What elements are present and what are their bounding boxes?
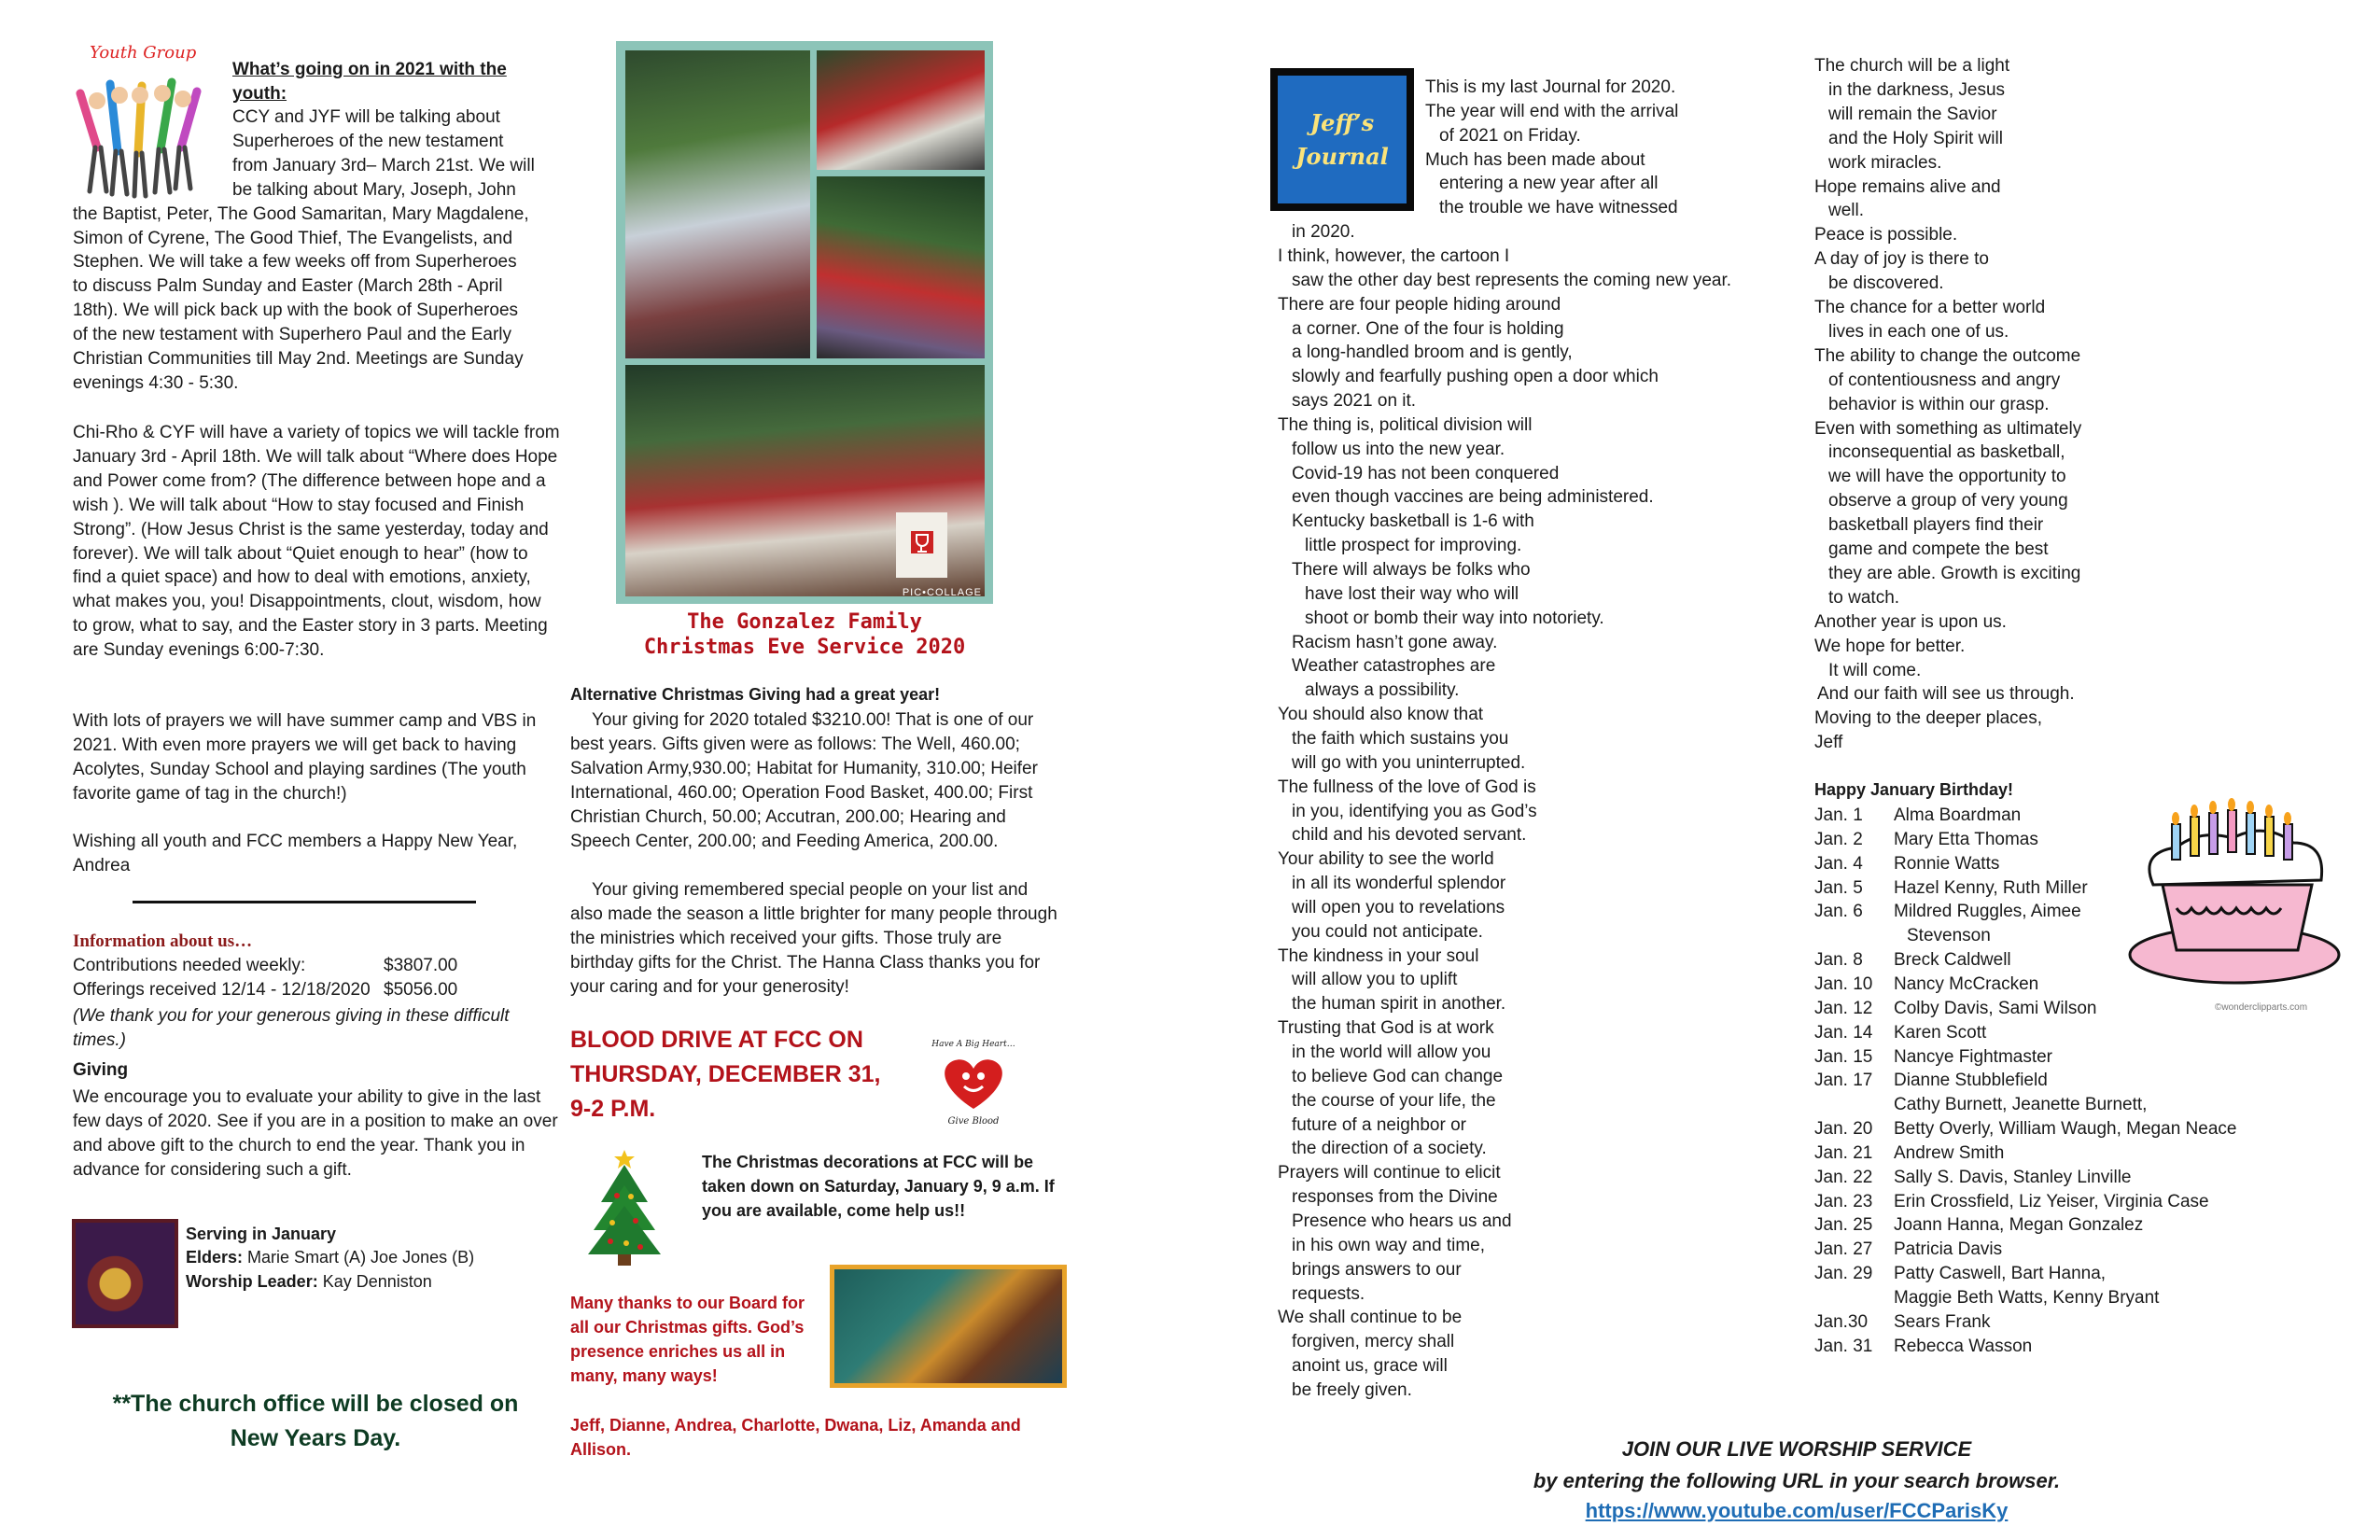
birthday-date: Jan. 12: [1814, 998, 1873, 1018]
birthday-names: Betty Overly, William Waugh, Megan Neace: [1894, 1119, 2237, 1140]
youth-heading: What’s going on in 2021 with the youth:: [232, 60, 507, 104]
journal-continued-line: to watch.: [1828, 587, 1900, 608]
journal-continued-line: in the darkness, Jesus: [1828, 79, 2006, 100]
collage-photo: [625, 50, 810, 358]
journal-line: Prayers will continue to elicit: [1278, 1163, 1501, 1183]
birthday-date: Jan. 23: [1814, 1191, 1873, 1211]
birthday-date: Jan. 2: [1814, 829, 1863, 849]
birthday-date: Jan. 6: [1814, 902, 1863, 922]
birthday-names: Maggie Beth Watts, Kenny Bryant: [1894, 1288, 2160, 1308]
journal-line: brings answers to our: [1292, 1259, 1462, 1280]
journal-line: little prospect for improving.: [1305, 536, 1522, 556]
finance-row: [73, 956, 493, 980]
birthday-names: Karen Scott: [1894, 1022, 1987, 1043]
journal-continued-line: game and compete the best: [1828, 539, 2049, 559]
journal-line: Much has been made about: [1425, 149, 1645, 170]
alt-giving-paragraph-2: Your giving remembered special people on your list and also made the season a little brighter for many people through the ministries which received your gifts. Those truly are birthday gifts for the Christ. The Hanna Class thanks you for your caring and for your generosity!: [570, 880, 1057, 997]
journal-continued-line: Peace is possible.: [1814, 225, 1958, 245]
svg-text:Have A Big Heart…: Have A Big Heart…: [931, 1040, 1015, 1049]
altar-cloth: [896, 512, 947, 578]
birthday-date: Jan. 5: [1814, 877, 1863, 898]
journal-line: in 2020.: [1292, 222, 1355, 243]
journal-line: entering a new year after all: [1439, 174, 1659, 194]
journal-continued-line: and the Holy Spirit will: [1828, 128, 2003, 148]
journal-line: even though vaccines are being administered.: [1292, 487, 1654, 508]
journal-line: Trusting that God is at work: [1278, 1018, 1494, 1039]
journal-continued-line: of contentiousness and angry: [1828, 370, 2061, 390]
birthday-names: Ronnie Watts: [1894, 853, 2000, 874]
serving-worship-leader: Worship Leader: Kay Denniston: [186, 1272, 432, 1291]
journal-line: Racism hasn’t gone away.: [1292, 632, 1498, 652]
journal-line: the course of your life, the: [1292, 1090, 1496, 1111]
giving-title: Giving: [73, 1060, 129, 1080]
journal-line: You should also know that: [1278, 705, 1484, 725]
journal-line: will allow you to uplift: [1292, 970, 1458, 990]
birthday-date: Jan. 29: [1814, 1264, 1873, 1284]
birthday-date: Jan. 20: [1814, 1119, 1873, 1140]
youth-paragraph-2: Chi-Rho & CYF will have a variety of topics we will tackle from January 3rd - April 18th. We will talk about “Where does Hope and Power come from? (The difference between hope and a wish ). We will talk about “How to stay focused and Finish Strong”. (How Jesus Christ is the same yesterday, today and forever). We will talk about “Quiet enough to hear” (how to find a quiet space) and how to deal with emotions, anxiety, what makes you, you! Disappointments, clout, wisdom, how to grow, what to say, and the Easter story in 3 parts. Meeting are Sunday evenings 6:00-7:30.: [73, 423, 560, 661]
birthday-date: Jan. 1: [1814, 805, 1863, 825]
finance-thanks: (We thank you for your generous giving in these difficult times.): [73, 1006, 510, 1050]
birthday-date: Jan. 8: [1814, 950, 1863, 971]
birthday-names: Erin Crossfield, Liz Yeiser, Virginia Case: [1894, 1191, 2209, 1211]
journal-line: anoint us, grace will: [1292, 1356, 1448, 1377]
journal-line: a corner. One of the four is holding: [1292, 318, 1564, 339]
birthday-names: Breck Caldwell: [1894, 950, 2011, 971]
alt-giving-paragraph-1: Your giving for 2020 totaled $3210.00! That is one of our best years. Gifts given were as follows: The Well, 460.00; Salvation Army,930.00; Habitat for Humanity, 310.00; Heifer International, 460.00; Operation Food Basket, 400.00; First Christian Church, 50.00; Accutran, 200.00; Hearing and Speech Center, 200.00; and Feeding America, 200.00.: [570, 710, 1038, 851]
christmas-tree-icon: [584, 1144, 665, 1267]
birthday-names: Sally S. Davis, Stanley Linville: [1894, 1167, 2132, 1187]
journal-continued-line: The ability to change the outcome: [1814, 345, 2081, 366]
birthday-date: Jan. 22: [1814, 1167, 1873, 1187]
collage-caption: The Gonzalez Family Christmas Eve Service 2020: [643, 610, 966, 659]
communion-image: [72, 1219, 178, 1328]
collage-watermark: PIC•COLLAGE: [902, 587, 982, 598]
journal-line: The fullness of the love of God is: [1278, 777, 1536, 797]
journal-line: The kindness in your soul: [1278, 945, 1479, 966]
finance-amount: $5056.00: [384, 980, 458, 1000]
birthday-names: Sears Frank: [1894, 1311, 1991, 1332]
live-worship-heading: JOIN OUR LIVE WORSHIP SERVICE: [1621, 1437, 1972, 1461]
birthday-names: Patricia Davis: [1894, 1239, 2003, 1260]
journal-continued-line: basketball players find their: [1828, 515, 2044, 536]
youth-paragraph-3: With lots of prayers we will have summer camp and VBS in 2021. With even more prayers we will get back to having Acolytes, Sunday School and playing sardines (The youth favorite game of tag in the church!): [73, 711, 537, 804]
collage-photo: [817, 176, 985, 358]
journal-line: We shall continue to be: [1278, 1308, 1463, 1328]
finance-label: Offerings received 12/14 - 12/18/2020: [73, 980, 371, 1000]
journal-line: in the world will allow you: [1292, 1043, 1491, 1062]
heart-icon: [927, 1034, 1020, 1127]
serving-title: Serving in January: [186, 1225, 337, 1243]
birthday-names: Mildred Ruggles, Aimee: [1894, 902, 2081, 922]
journal-continued-line: Hope remains alive and: [1814, 176, 2001, 197]
journal-line: the trouble we have witnessed: [1439, 198, 1678, 218]
journal-line: requests.: [1292, 1283, 1365, 1304]
journal-line: There are four people hiding around: [1278, 294, 1561, 315]
journal-line: the faith which sustains you: [1292, 728, 1509, 749]
signers: Jeff, Dianne, Andrea, Charlotte, Dwana, Liz, Amanda and Allison.: [570, 1416, 1021, 1459]
journal-continued-line: Even with something as ultimately: [1814, 418, 2082, 439]
birthday-names: Hazel Kenny, Ruth Miller: [1894, 877, 2088, 898]
birthday-date: Jan. 14: [1814, 1022, 1873, 1043]
journal-continued-line: The chance for a better world: [1814, 298, 2046, 317]
journal-continued-line: The church will be a light: [1814, 56, 2010, 76]
journal-continued-line: we will have the opportunity to: [1828, 467, 2066, 487]
journal-line: responses from the Divine: [1292, 1187, 1498, 1208]
journal-continued-line: It will come.: [1828, 660, 1922, 680]
journal-line: the direction of a society.: [1292, 1139, 1487, 1159]
family-photo-collage: [616, 41, 993, 604]
collage-photo: [817, 50, 985, 170]
journal-line: says 2021 on it.: [1292, 391, 1417, 412]
journal-continued-line: they are able. Growth is exciting: [1828, 563, 2081, 583]
journal-line: shoot or bomb their way into notoriety.: [1305, 608, 1604, 628]
board-thanks: Many thanks to our Board for all our Christmas gifts. God’s presence enriches us all in many, many ways!: [570, 1294, 805, 1385]
journal-line: have lost their way who will: [1305, 583, 1519, 604]
journal-continued-line: Moving to the deeper places,: [1814, 708, 2042, 729]
journal-line: Presence who hears us and: [1292, 1211, 1512, 1231]
finance-label: Contributions needed weekly:: [73, 956, 306, 975]
giving-text: We encourage you to evaluate your ability to give in the last few days of 2020. See if you are in a position to make an over and above gift to the church to end the year. Thank you in advance for considering such a gift.: [73, 1087, 558, 1180]
live-worship-instructions: by entering the following URL in your search browser.: [1533, 1469, 2061, 1492]
birthday-names: Stevenson: [1907, 926, 1991, 946]
finance-row: [73, 980, 493, 1004]
chalice-icon: [896, 512, 947, 578]
journal-continued-line: observe a group of very young: [1828, 491, 2068, 511]
youtube-link[interactable]: https://www.youtube.com/user/FCCParisKy: [1585, 1499, 2009, 1522]
birthday-names: Nancye Fightmaster: [1894, 1046, 2053, 1067]
birthday-cake-icon: [2121, 796, 2349, 992]
journal-continued-line: And our faith will see us through.: [1817, 684, 2075, 705]
journal-line: future of a neighbor or: [1292, 1114, 1466, 1135]
birthday-date: Jan. 27: [1814, 1239, 1873, 1260]
journal-line: in you, identifying you as God’s: [1292, 801, 1537, 821]
birthday-date: Jan. 10: [1814, 973, 1873, 994]
section-divider: [133, 901, 476, 903]
journal-line: the human spirit in another.: [1292, 994, 1506, 1015]
youth-paragraph-4: Wishing all youth and FCC members a Happy New Year, Andrea: [73, 832, 518, 875]
journal-line: Kentucky basketball is 1-6 with: [1292, 511, 1534, 532]
birthday-names: Patty Caswell, Bart Hanna,: [1894, 1264, 2107, 1284]
journal-line: will go with you uninterrupted.: [1292, 752, 1526, 773]
journal-line: There will always be folks who: [1292, 560, 1531, 580]
journal-line: child and his devoted servant.: [1292, 825, 1527, 846]
journal-continued-line: work miracles.: [1828, 152, 1942, 173]
jeffs-journal-logo: Jeff’s Journal: [1270, 68, 1414, 211]
journal-line: in all its wonderful splendor: [1292, 874, 1506, 894]
journal-continued-line: inconsequential as basketball,: [1828, 442, 2065, 463]
birthday-names: Joann Hanna, Megan Gonzalez: [1894, 1215, 2144, 1236]
journal-line: a long-handled broom and is gently,: [1292, 343, 1573, 363]
clipart-credit: ©wonderclipparts.com: [2215, 1002, 2308, 1013]
svg-text:Youth Group: Youth Group: [90, 43, 197, 63]
journal-line: will open you to revelations: [1292, 897, 1505, 917]
youth-paragraph-1: CCY and JYF will be talking about Superheroes of the new testament from January 3rd– March 21st. We will be talking about Mary, Joseph, John the Baptist, Peter, The Good Samaritan, Mary Magdalene, Simon of Cyrene, The Good Thief, The Evangelists, and Stephen. We will take a few weeks off from Superheroes to discuss Palm Sunday and Easter (March 28th - April 18th). We will pick back up with the book of Superheroes of the new testament with Superhero Paul and the Early Christian Communities till May 2nd. Meetings are Sunday evenings 4:30 - 5:30.: [73, 107, 535, 393]
info-title: Information about us…: [73, 931, 253, 951]
journal-continued-line: We hope for better.: [1814, 636, 1966, 656]
journal-line: slowly and fearfully pushing open a door which: [1292, 367, 1659, 387]
journal-continued-line: behavior is within our grasp.: [1828, 394, 2050, 414]
blood-drive-notice: BLOOD DRIVE AT FCC ON THURSDAY, DECEMBER 31, 9-2 P.M.: [570, 1027, 881, 1122]
journal-line: to believe God can change: [1292, 1066, 1504, 1086]
office-closed-notice: **The church office will be closed on New Years Day.: [112, 1391, 519, 1451]
birthday-names: Alma Boardman: [1894, 805, 2022, 825]
serving-elders: Elders: Marie Smart (A) Joe Jones (B): [186, 1248, 475, 1267]
journal-continued-line: A day of joy is there to: [1814, 249, 1989, 270]
journal-line: of 2021 on Friday.: [1439, 125, 1581, 146]
birthday-date: Jan.30: [1814, 1311, 1869, 1332]
journal-continued-line: Another year is upon us.: [1814, 611, 2007, 632]
birthday-date: Jan. 25: [1814, 1215, 1873, 1236]
birthday-date: Jan. 31: [1814, 1336, 1873, 1356]
journal-line: I think, however, the cartoon I: [1278, 245, 1510, 266]
finance-amount: $3807.00: [384, 956, 458, 975]
svg-text:Give Blood: Give Blood: [947, 1116, 1000, 1127]
journal-line: follow us into the new year.: [1292, 439, 1505, 459]
birthday-date: Jan. 4: [1814, 853, 1863, 874]
journal-continued-line: be discovered.: [1828, 273, 1944, 294]
journal-line: in his own way and time,: [1292, 1235, 1485, 1255]
journal-continued-line: lives in each one of us.: [1828, 321, 2009, 342]
journal-line: be freely given.: [1292, 1379, 1412, 1400]
birthday-names: Dianne Stubblefield: [1894, 1071, 2048, 1091]
journal-line: Covid-19 has not been conquered: [1292, 463, 1560, 483]
journal-continued-line: Jeff: [1814, 733, 1843, 753]
birthday-date: Jan. 15: [1814, 1046, 1873, 1067]
birthday-names: Colby Davis, Sami Wilson: [1894, 998, 2097, 1018]
alt-giving-title: Alternative Christmas Giving had a great year!: [570, 685, 941, 704]
journal-line: always a possibility.: [1305, 680, 1460, 701]
birthday-date: Jan. 21: [1814, 1142, 1873, 1163]
journal-line: Your ability to see the world: [1278, 849, 1494, 870]
birthday-names: Cathy Burnett, Jeanette Burnett,: [1894, 1095, 2148, 1115]
birthday-date: Jan. 17: [1814, 1071, 1873, 1091]
birthday-names: Rebecca Wasson: [1894, 1336, 2033, 1356]
journal-line: The year will end with the arrival: [1425, 101, 1679, 121]
journal-continued-line: will remain the Savior: [1828, 104, 1997, 124]
birthday-names: Mary Etta Thomas: [1894, 829, 2038, 849]
journal-line: forgiven, mercy shall: [1292, 1332, 1455, 1352]
journal-continued-line: well.: [1828, 201, 1865, 221]
journal-line: The thing is, political division will: [1278, 414, 1533, 435]
birthday-title: Happy January Birthday!: [1814, 780, 2014, 799]
journal-line: Weather catastrophes are: [1292, 656, 1496, 677]
journal-line: saw the other day best represents the coming new year.: [1292, 270, 1732, 290]
journal-line: This is my last Journal for 2020.: [1425, 77, 1676, 97]
birthday-names: Nancy McCracken: [1894, 973, 2039, 994]
nativity-image: [830, 1265, 1067, 1388]
journal-line: you could not anticipate.: [1292, 921, 1483, 942]
decorations-notice: The Christmas decorations at FCC will be taken down on Saturday, January 9, 9 a.m. If you are available, come help us!!: [702, 1153, 1055, 1220]
birthday-names: Andrew Smith: [1894, 1142, 2005, 1163]
